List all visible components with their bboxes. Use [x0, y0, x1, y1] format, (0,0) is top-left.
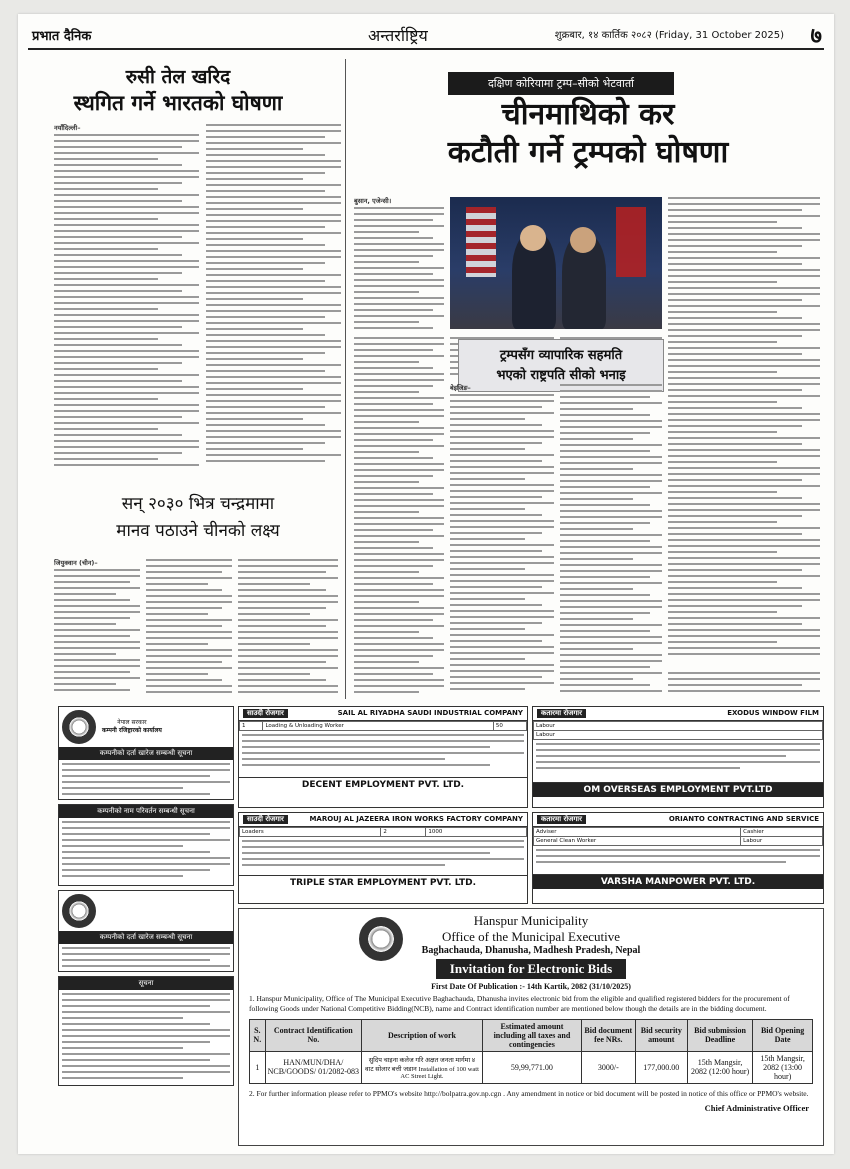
cell-deadline: 15th Mangsir, 2082 (12:00 hour) [687, 1051, 752, 1083]
masthead [28, 20, 824, 50]
ad4-tag: कतारमा रोजगार [537, 815, 586, 824]
story2-headline-line2: कटौती गर्ने ट्रम्पको घोषणा [447, 134, 729, 170]
notice1-title2: कम्पनी रजिष्ट्रारको कार्यालय [102, 727, 162, 734]
person-left-head [520, 225, 546, 251]
ad1-company: SAIL AL RIYADHA SAUDI INDUSTRIAL COMPANY [337, 709, 523, 717]
cell-estimate: 59,99,771.00 [482, 1051, 581, 1083]
story2-headline [358, 96, 818, 171]
story3-column-a [54, 559, 140, 699]
section-title: अन्तर्राष्ट्रिय [368, 26, 428, 45]
col-opening: Bid Opening Date [753, 1019, 813, 1051]
cell-id: HAN/MUN/DHA/ NCB/GOODS/ 01/2082-083 [265, 1051, 361, 1083]
col-desc: Description of work [362, 1019, 483, 1051]
col-id: Contract Identification No. [265, 1019, 361, 1051]
story2-column-c [450, 384, 554, 697]
notice2-bar: कम्पनीको नाम परिवर्तन सम्बन्धी सूचना [59, 805, 233, 818]
china-flag [616, 207, 646, 277]
cell-opening: 15th Mangsir, 2082 (13:00 hour) [753, 1051, 813, 1083]
nepal-emblem-icon [62, 710, 96, 744]
notice-company-registrar-2 [58, 890, 234, 972]
story2-column-a [354, 197, 444, 337]
notice-name-change [58, 804, 234, 886]
story1-column-a [54, 124, 199, 474]
ad4-row3: General Clean Worker [534, 837, 741, 846]
story2-sub-dateline: बेइजिङ– [450, 384, 471, 392]
notice3-bar: कम्पनीको दर्ता खारेज सम्बन्धी सूचना [59, 931, 233, 944]
ad2-row2: Labour [534, 731, 823, 740]
col-sn: S. N. [250, 1019, 266, 1051]
cell-sn: 1 [250, 1051, 266, 1083]
paper-name: प्रभात दैनिक [32, 29, 92, 44]
story1-column-b [206, 124, 341, 474]
page-number: ७ [810, 24, 822, 49]
story1-dateline: नयाँदिल्ली– [54, 124, 81, 132]
ad3-row-qty: 2 [381, 828, 426, 837]
ad1-row-no: 1 [240, 722, 263, 731]
story3-column-b [146, 559, 232, 699]
notice-general [58, 976, 234, 1086]
tender-address: Baghachauda, Dhanusha, Madhesh Pradesh, Nepal [421, 945, 641, 956]
ad4-company: ORIANTO CONTRACTING AND SERVICE [668, 815, 819, 823]
notice1-title1: नेपाल सरकार [117, 718, 147, 726]
ad3-row-salary: 1000 [426, 828, 527, 837]
cell-desc: सुदिप चाइना कलेज गरि अक्षत जनता मार्गमा ४ वाट सोलार बत्ती जडान Installation of 100 watt AC Street Light. [362, 1051, 483, 1083]
ad-saudi-sail [238, 706, 528, 808]
ad4-table [533, 827, 823, 846]
story2-column-b [354, 337, 444, 697]
story3-headline [58, 494, 338, 543]
ad3-tag: साउदी रोजगार [243, 815, 288, 824]
story3-column-c [238, 559, 338, 699]
ad1-tag: साउदी रोजगार [243, 709, 288, 718]
notice1-bar: कम्पनीको दर्ता खारेज सम्बन्धी सूचना [59, 747, 233, 760]
tender-notice [238, 908, 824, 1146]
notice-company-registrar-1 [58, 706, 234, 800]
story3-dateline: जियुक्वान (चीन)– [54, 559, 98, 567]
table-row [250, 1051, 813, 1083]
person-right-head [570, 227, 596, 253]
story3-headline-line1: सन् २०३० भित्र चन्द्रमामा [121, 494, 275, 514]
ad4-footer: VARSHA MANPOWER PVT. LTD. [533, 874, 823, 889]
ad1-row-job: Loading & Unloading Worker [263, 722, 493, 731]
ad2-table [533, 721, 823, 740]
summit-photo [450, 197, 662, 329]
ad3-row-job: Loaders [240, 828, 381, 837]
col-security: Bid security amount [635, 1019, 687, 1051]
nepal-emblem-icon [62, 894, 96, 928]
pullquote-line1: ट्रम्पसँग व्यापारिक सहमति [499, 348, 623, 363]
us-flag [466, 207, 496, 277]
story2-kicker: दक्षिण कोरियामा ट्रम्प–सीको भेटवार्ता [448, 72, 674, 95]
pullquote-line2: भएको राष्ट्रपति सीको भनाइ [496, 367, 626, 383]
tender-org: Hanspur Municipality [473, 913, 589, 928]
ad-qatar-orianto [532, 812, 824, 904]
story2-column-right-end [668, 672, 820, 700]
tender-para1: 1. Hanspur Municipality, Office of The Municipal Executive Baghachauda, Dhanusha invites electronic bid from the eligible and qualified registered bidders for the procurement of following Goods under National Competitive Bidding(NCB), name and Contract identification number are mentioned below though the details are in the bidding document. [249, 994, 790, 1013]
story2-headline-line1: चीनमाथिको कर [501, 97, 675, 132]
story2-column-d [560, 384, 662, 697]
ad2-tag: कतारमा रोजगार [537, 709, 586, 718]
ad4-row1: Adviser [534, 828, 741, 837]
tender-first-date: First Date Of Publication :- 14th Kartik, 2082 (31/10/2025) [431, 982, 631, 991]
cell-security: 177,000.00 [635, 1051, 687, 1083]
ad3-company: MAROUJ AL JAZEERA IRON WORKS FACTORY COMPANY [309, 815, 523, 823]
tender-office: Office of the Municipal Executive [441, 929, 621, 944]
col-fee: Bid document fee NRs. [581, 1019, 635, 1051]
ad4-row4: Labour [741, 837, 823, 846]
ad-qatar-exodus [532, 706, 824, 808]
tender-signature: Chief Administrative Officer [704, 1103, 809, 1114]
issue-date: शुक्रबार, १४ कार्तिक २०८२ (Friday, 31 October 2025) [554, 30, 784, 41]
ad1-table [239, 721, 527, 731]
story2-dateline: बुसान, एजेन्सी। [354, 197, 392, 205]
tender-invitation: Invitation for Electronic Bids [436, 959, 626, 979]
story3-headline-line2: मानव पठाउने चीनको लक्ष्य [116, 521, 280, 542]
story2-column-right [668, 197, 820, 667]
ad4-row2: Cashier [741, 828, 823, 837]
tender-para2: 2. For further information please refer to PPMO's website http://bolpatra.gov.np.cgn . Any amendment in notice or bid document will be posted in notice of this office or PPMO's website. [249, 1088, 809, 1098]
ad3-table [239, 827, 527, 837]
ad1-row-qty: 50 [493, 722, 526, 731]
municipality-emblem-icon [359, 917, 403, 961]
ad-saudi-marouj [238, 812, 528, 904]
ad1-footer: DECENT EMPLOYMENT PVT. LTD. [239, 777, 527, 792]
story1-headline-line1: रुसी तेल खरिद [125, 66, 231, 88]
story1-headline-line2: स्थगित गर्ने भारतको घोषणा [73, 89, 283, 115]
story1-headline [58, 66, 298, 116]
notice4-bar: सूचना [59, 977, 233, 990]
col-deadline: Bid submission Deadline [687, 1019, 752, 1051]
newspaper-page [18, 14, 834, 1154]
column-rule [345, 59, 346, 699]
ad3-footer: TRIPLE STAR EMPLOYMENT PVT. LTD. [239, 875, 527, 890]
col-estimate: Estimated amount including all taxes and contingencies [482, 1019, 581, 1051]
ad2-footer: OM OVERSEAS EMPLOYMENT PVT.LTD [533, 782, 823, 797]
ad2-company: EXODUS WINDOW FILM [727, 709, 819, 717]
cell-fee: 3000/- [581, 1051, 635, 1083]
ad2-row1: Labour [534, 722, 823, 731]
tender-table [249, 1019, 813, 1084]
